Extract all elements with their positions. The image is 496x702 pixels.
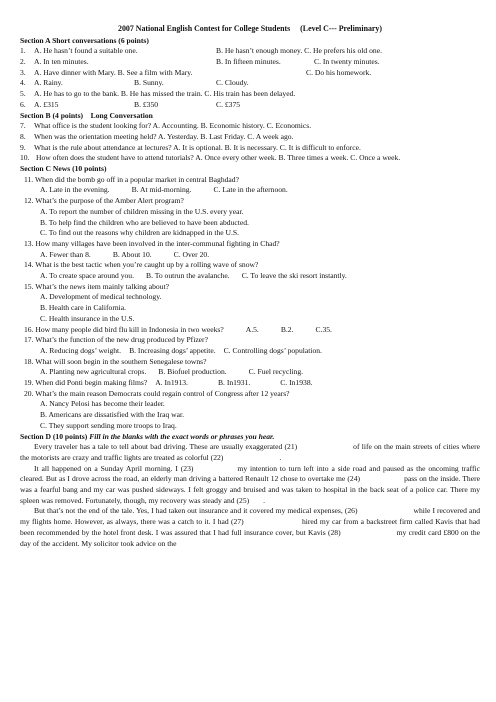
passage-paragraph-2 [20, 464, 480, 507]
section-b-list [20, 121, 480, 164]
passage-text: my intention to turn left into a side road and paused as the oncoming traffic cleared. But as I drove across the road, an elderly man driving a battered Renault 12 chose to overtake me (24) [20, 463, 481, 484]
question-14-options [20, 271, 480, 282]
section-b-heading [20, 111, 480, 122]
exam-page [20, 24, 480, 549]
option-text: C. Do his homework. [306, 67, 372, 77]
passage-text: But that’s not the end of the tale. Yes, I had taken out insurance and it covered my medical expenses, (26) [34, 506, 358, 516]
question-number: 8. [20, 131, 26, 141]
question-number: 10. [20, 153, 30, 163]
option-b: B. Increasing dogs’ appetite. [129, 345, 216, 355]
question-13: 13. How many villages have been involved in the inter-communal fighting in Chad? [24, 238, 280, 248]
question-6 [20, 100, 480, 111]
passage-paragraph-3 [20, 506, 480, 549]
option-b: B. Health care in California. [40, 303, 127, 313]
option-text: A. He hasn’t found a suitable one. [34, 46, 138, 56]
question-text: 16. How many people did bird flu kill in Indonesia in two weeks? [24, 324, 224, 334]
question-text: How often does the student have to attend tutorials? A. Once every other week. B. Three times a week. C. Once a week. [36, 153, 401, 163]
option-a: A. Fewer than 8. [40, 249, 91, 259]
option-a: A. Late in the evening. [40, 185, 110, 195]
passage-text: . [279, 452, 282, 462]
question-number: 9. [20, 142, 26, 152]
option-c: C. Health insurance in the U.S. [40, 313, 135, 323]
passage-text: pass on the inside. There was a fearful bang and my car was pushed sideways. I felt groggy and bruised and was taken to hospital in the back seat of a police car. There my spleen was removed. Fortunately, though, my recovery was steady and (25) [20, 474, 480, 505]
option-c: C. In1938. [280, 378, 313, 388]
option-text: C. In twenty minutes. [314, 57, 380, 67]
option-a: A. To report the number of children missing in the U.S. every year. [40, 206, 244, 216]
option-b: B.2. [280, 324, 294, 334]
passage-text: my credit card £800 on the day of the accident. My solicitor took advice on the [20, 527, 480, 548]
option-text: A. In ten minutes. [34, 57, 89, 67]
option-b: B. About 10. [112, 249, 152, 259]
question-15: 15. What’s the news item mainly talking about? [24, 281, 169, 291]
question-number: 4. [20, 78, 26, 88]
option-b: B. To outrun the avalanche. [146, 271, 230, 281]
question-1 [20, 46, 480, 57]
question-text: What office is the student looking for? A. Accounting. B. Economic history. C. Economics. [34, 121, 312, 131]
question-8 [20, 132, 480, 143]
option-b: B. To help find the children who are believed to have been abducted. [40, 217, 249, 227]
passage-paragraph-1 [20, 442, 480, 463]
option-c: C. They support sending more troops to Iraq. [40, 420, 177, 430]
question-4 [20, 78, 480, 89]
question-11: 11. When did the bomb go off in a popular market in central Baghdad? [24, 174, 239, 184]
option-text: B. Sunny. [134, 78, 164, 88]
question-11-options [20, 185, 480, 196]
question-10 [20, 153, 480, 164]
question-14: 14. What is the best tactic when you’re caught up by a rolling wave of snow? [24, 260, 259, 270]
option-text: A. Have dinner with Mary. B. See a film with Mary. [34, 67, 193, 77]
option-a: A. Development of medical technology. [40, 292, 162, 302]
option-b: B. At mid-morning. [131, 185, 192, 195]
passage-text: while I recovered and my flights home. However, as always, there was a catch to it. I had (27) [20, 506, 480, 527]
option-a: A. Nancy Pelosi has become their leader. [40, 399, 165, 409]
passage-text: It all happened on a Sunday April morning. I (23) [34, 463, 194, 473]
option-a: A. Planting new agricultural crops. [40, 367, 147, 377]
option-text: B. £350 [134, 99, 159, 109]
option-b: B. In1931. [217, 378, 251, 388]
option-a: A.5. [245, 324, 259, 334]
section-a-heading: Section A Short conversations (6 points) [20, 35, 149, 45]
question-12: 12. What’s the purpose of the Amber Alert program? [24, 196, 184, 206]
option-text: A. £315 [34, 99, 59, 109]
question-number: 5. [20, 89, 26, 99]
passage-text: hired my car from a backstreet firm called Kavis that had been recommended by the hotel front desk. I was assured that I had full insurance cover, but Kavis (28) [20, 517, 480, 537]
question-7 [20, 121, 480, 132]
section-b-subtitle: Long Conversation [90, 110, 153, 120]
question-5 [20, 89, 480, 100]
option-c: C. Over 20. [173, 249, 210, 259]
option-c: C.35. [315, 324, 332, 334]
question-17: 17. What’s the function of the new drug produced by Pfizer? [24, 335, 208, 345]
section-b-title: Section B (4 points) [20, 110, 84, 120]
title-level: (Level C--- Preliminary) [300, 24, 382, 33]
question-9 [20, 143, 480, 154]
question-number: 6. [20, 99, 26, 109]
option-text: B. In fifteen minutes. [216, 57, 281, 67]
question-16 [20, 325, 480, 336]
question-2 [20, 57, 480, 68]
option-text: A. He has to go to the bank. B. He has missed the train. C. His train has been delayed. [34, 89, 296, 99]
option-a: A. Reducing dogs’ weight. [40, 345, 122, 355]
title-text: 2007 National English Contest for College Students [118, 24, 291, 33]
option-a: A. In1913. [155, 378, 188, 388]
passage-text: . [263, 495, 266, 505]
option-b: B. Americans are dissatisfied with the Iraq war. [40, 410, 185, 420]
section-a-list [20, 46, 480, 110]
section-d-heading [20, 432, 480, 443]
option-a: A. To create space around you. [40, 271, 135, 281]
option-text: C. Cloudy. [216, 78, 249, 88]
question-text: When was the orientation meeting held? A. Yesterday. B. Last Friday. C. A week ago. [34, 131, 294, 141]
question-20: 20. What’s the main reason Democrats could regain control of Congress after 12 years? [24, 388, 290, 398]
passage-text: Every traveler has a tale to tell about bad driving. These are usually exaggerated (21) [34, 442, 298, 452]
question-17-options [20, 346, 480, 357]
question-13-options [20, 250, 480, 261]
section-c-heading: Section C News (10 points) [20, 163, 107, 173]
question-19 [20, 378, 480, 389]
option-c: C. Late in the afternoon. [213, 185, 288, 195]
question-18-options [20, 367, 480, 378]
question-text: What is the rule about attendance at lectures? A. It is optional. B. It is necessary. C. It is difficult to enforce. [34, 142, 361, 152]
question-3 [20, 68, 480, 79]
passage-text: of life on the main streets of cities where the motorists are crazy and traffic lights are treated as colorful (22) [20, 442, 480, 462]
question-number: 2. [20, 57, 26, 67]
option-text: B. He hasn’t enough money. C. He prefers his old one. [216, 46, 382, 56]
question-text: 19. When did Ponti begin making films? [24, 378, 148, 388]
question-18: 18. What will soon begin in the southern Senegalese towns? [24, 356, 207, 366]
question-number: 1. [20, 46, 26, 56]
question-number: 3. [20, 67, 26, 77]
option-c: C. To leave the ski resort instantly. [241, 271, 347, 281]
option-b: B. Biofuel production. [158, 367, 227, 377]
section-d-instruction: Fill in the blanks with the exact words or phrases you hear. [89, 431, 275, 441]
option-text: A. Rainy. [34, 78, 63, 88]
page-title [20, 24, 480, 35]
question-number: 7. [20, 121, 26, 131]
option-text: C. £375 [216, 99, 241, 109]
option-c: C. To find out the reasons why children are kidnapped in the U.S. [40, 228, 240, 238]
option-c: C. Fuel recycling. [248, 367, 304, 377]
section-d-title: Section D (10 points) [20, 431, 88, 441]
option-c: C. Controlling dogs’ population. [223, 345, 322, 355]
